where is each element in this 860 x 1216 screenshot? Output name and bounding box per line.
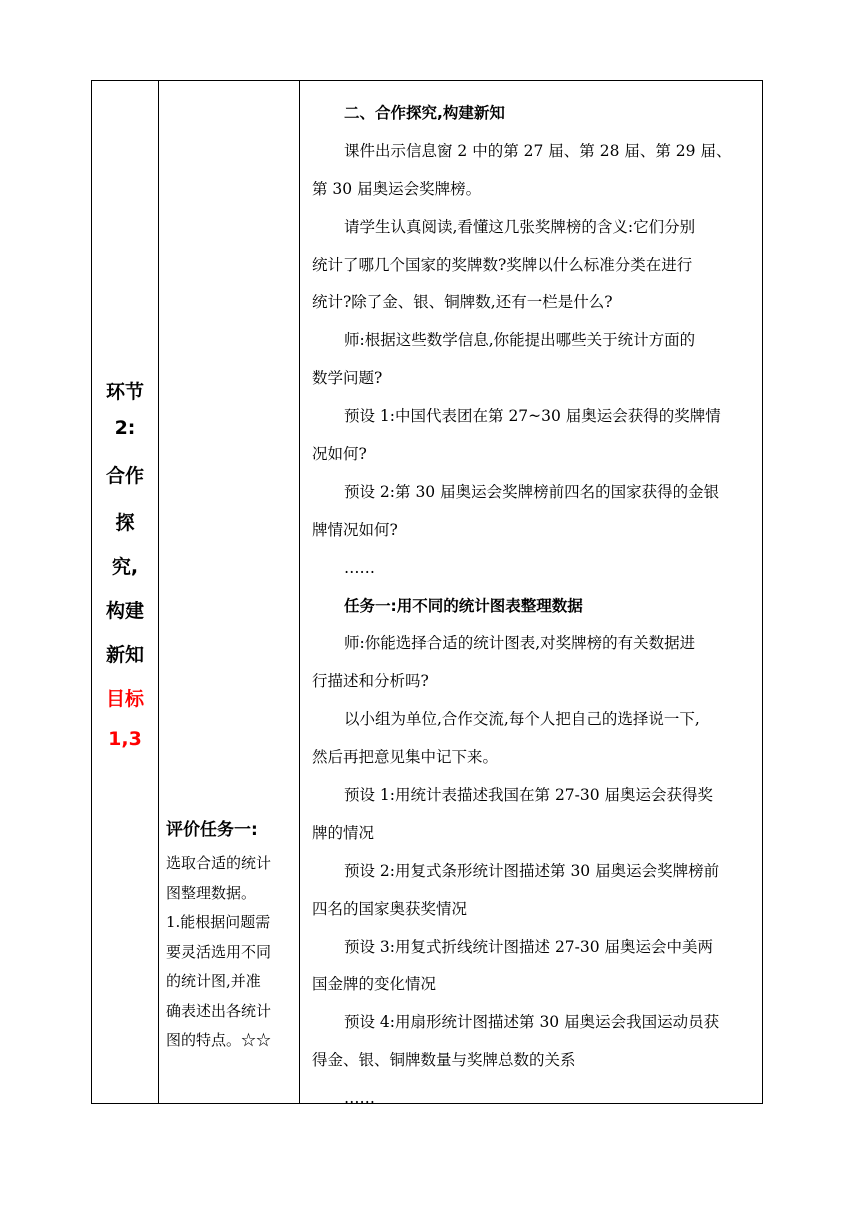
stage-line: 探 [115, 512, 135, 534]
stage-line: 环节 [105, 381, 144, 403]
content-line: 课件出示信息窗 2 中的第 27 届、第 28 届、第 29 届、 [344, 141, 732, 160]
content-line: 师:你能选择合适的统计图表,对奖牌榜的有关数据进 [344, 634, 696, 653]
content-line: 行描述和分析吗? [312, 672, 429, 691]
goal-line: 1,3 [108, 728, 142, 750]
section-heading: 二、合作探究,构建新知 [344, 104, 505, 122]
content-line: 牌的情况 [312, 823, 375, 842]
ellipsis: …… [344, 558, 375, 577]
content-line: 预设 3:用复式折线统计图描述 27-30 届奥运会中美两 [344, 937, 714, 956]
stage-line: 新知 [105, 644, 144, 666]
content-line: 以小组为单位,合作交流,每个人把自己的选择说一下, [344, 710, 700, 729]
content-cell [312, 95, 756, 1118]
ellipsis: …… [344, 1089, 375, 1108]
content-line: 四名的国家奥获奖情况 [312, 899, 468, 918]
content-line: 国金牌的变化情况 [312, 975, 437, 994]
content-line: 得金、银、铜牌数量与奖牌总数的关系 [312, 1051, 576, 1070]
content-line: 数学问题? [312, 369, 383, 388]
evaluation-line: 的统计图,并准 [166, 972, 261, 990]
evaluation-heading: 评价任务一: [166, 820, 258, 840]
content-line: 预设 1:用统计表描述我国在第 27-30 届奥运会获得奖 [344, 786, 714, 805]
evaluation-line: 图整理数据。 [166, 883, 257, 902]
stage-line: 究, [111, 556, 139, 578]
content-line: 预设 2:用复式条形统计图描述第 30 届奥运会奖牌榜前 [344, 861, 720, 880]
content-line: 请学生认真阅读,看懂这几张奖牌榜的含义:它们分别 [344, 217, 696, 236]
content-line: 第 30 届奥运会奖牌榜。 [312, 179, 482, 198]
evaluation-line: 选取合适的统计 [166, 854, 272, 872]
content-line: 统计了哪几个国家的奖牌数?奖牌以什么标准分类在进行 [312, 255, 693, 274]
evaluation-line: 图的特点。☆☆ [166, 1031, 272, 1049]
content-line: 预设 4:用扇形统计图描述第 30 届奥运会我国运动员获 [344, 1013, 720, 1032]
task-heading: 任务一:用不同的统计图表整理数据 [344, 596, 583, 615]
content-line: 预设 2:第 30 届奥运会奖牌榜前四名的国家获得的金银 [344, 482, 720, 501]
content-line: 预设 1:中国代表团在第 27~30 届奥运会获得的奖牌情 [344, 407, 721, 426]
column-divider [158, 81, 159, 1103]
stage-line: 合作 [105, 465, 144, 487]
column-divider [299, 81, 300, 1103]
evaluation-line: 要灵活选用不同 [166, 942, 272, 961]
evaluation-line: 1.能根据问题需 [166, 913, 271, 931]
stage-line: 构建 [105, 600, 144, 622]
content-line: 统计?除了金、银、铜牌数,还有一栏是什么? [312, 293, 613, 312]
content-line: 师:根据这些数学信息,你能提出哪些关于统计方面的 [344, 331, 696, 350]
evaluation-line: 确表述出各统计 [166, 1001, 272, 1020]
stage-cell [92, 376, 158, 765]
content-line: 然后再把意见集中记下来。 [312, 748, 499, 767]
content-line: 牌情况如何? [312, 520, 398, 539]
content-line: 况如何? [312, 445, 367, 464]
goal-line: 目标 [105, 688, 144, 710]
lesson-table [91, 80, 763, 1108]
stage-line: 2: [114, 417, 136, 439]
evaluation-cell [166, 811, 292, 1056]
